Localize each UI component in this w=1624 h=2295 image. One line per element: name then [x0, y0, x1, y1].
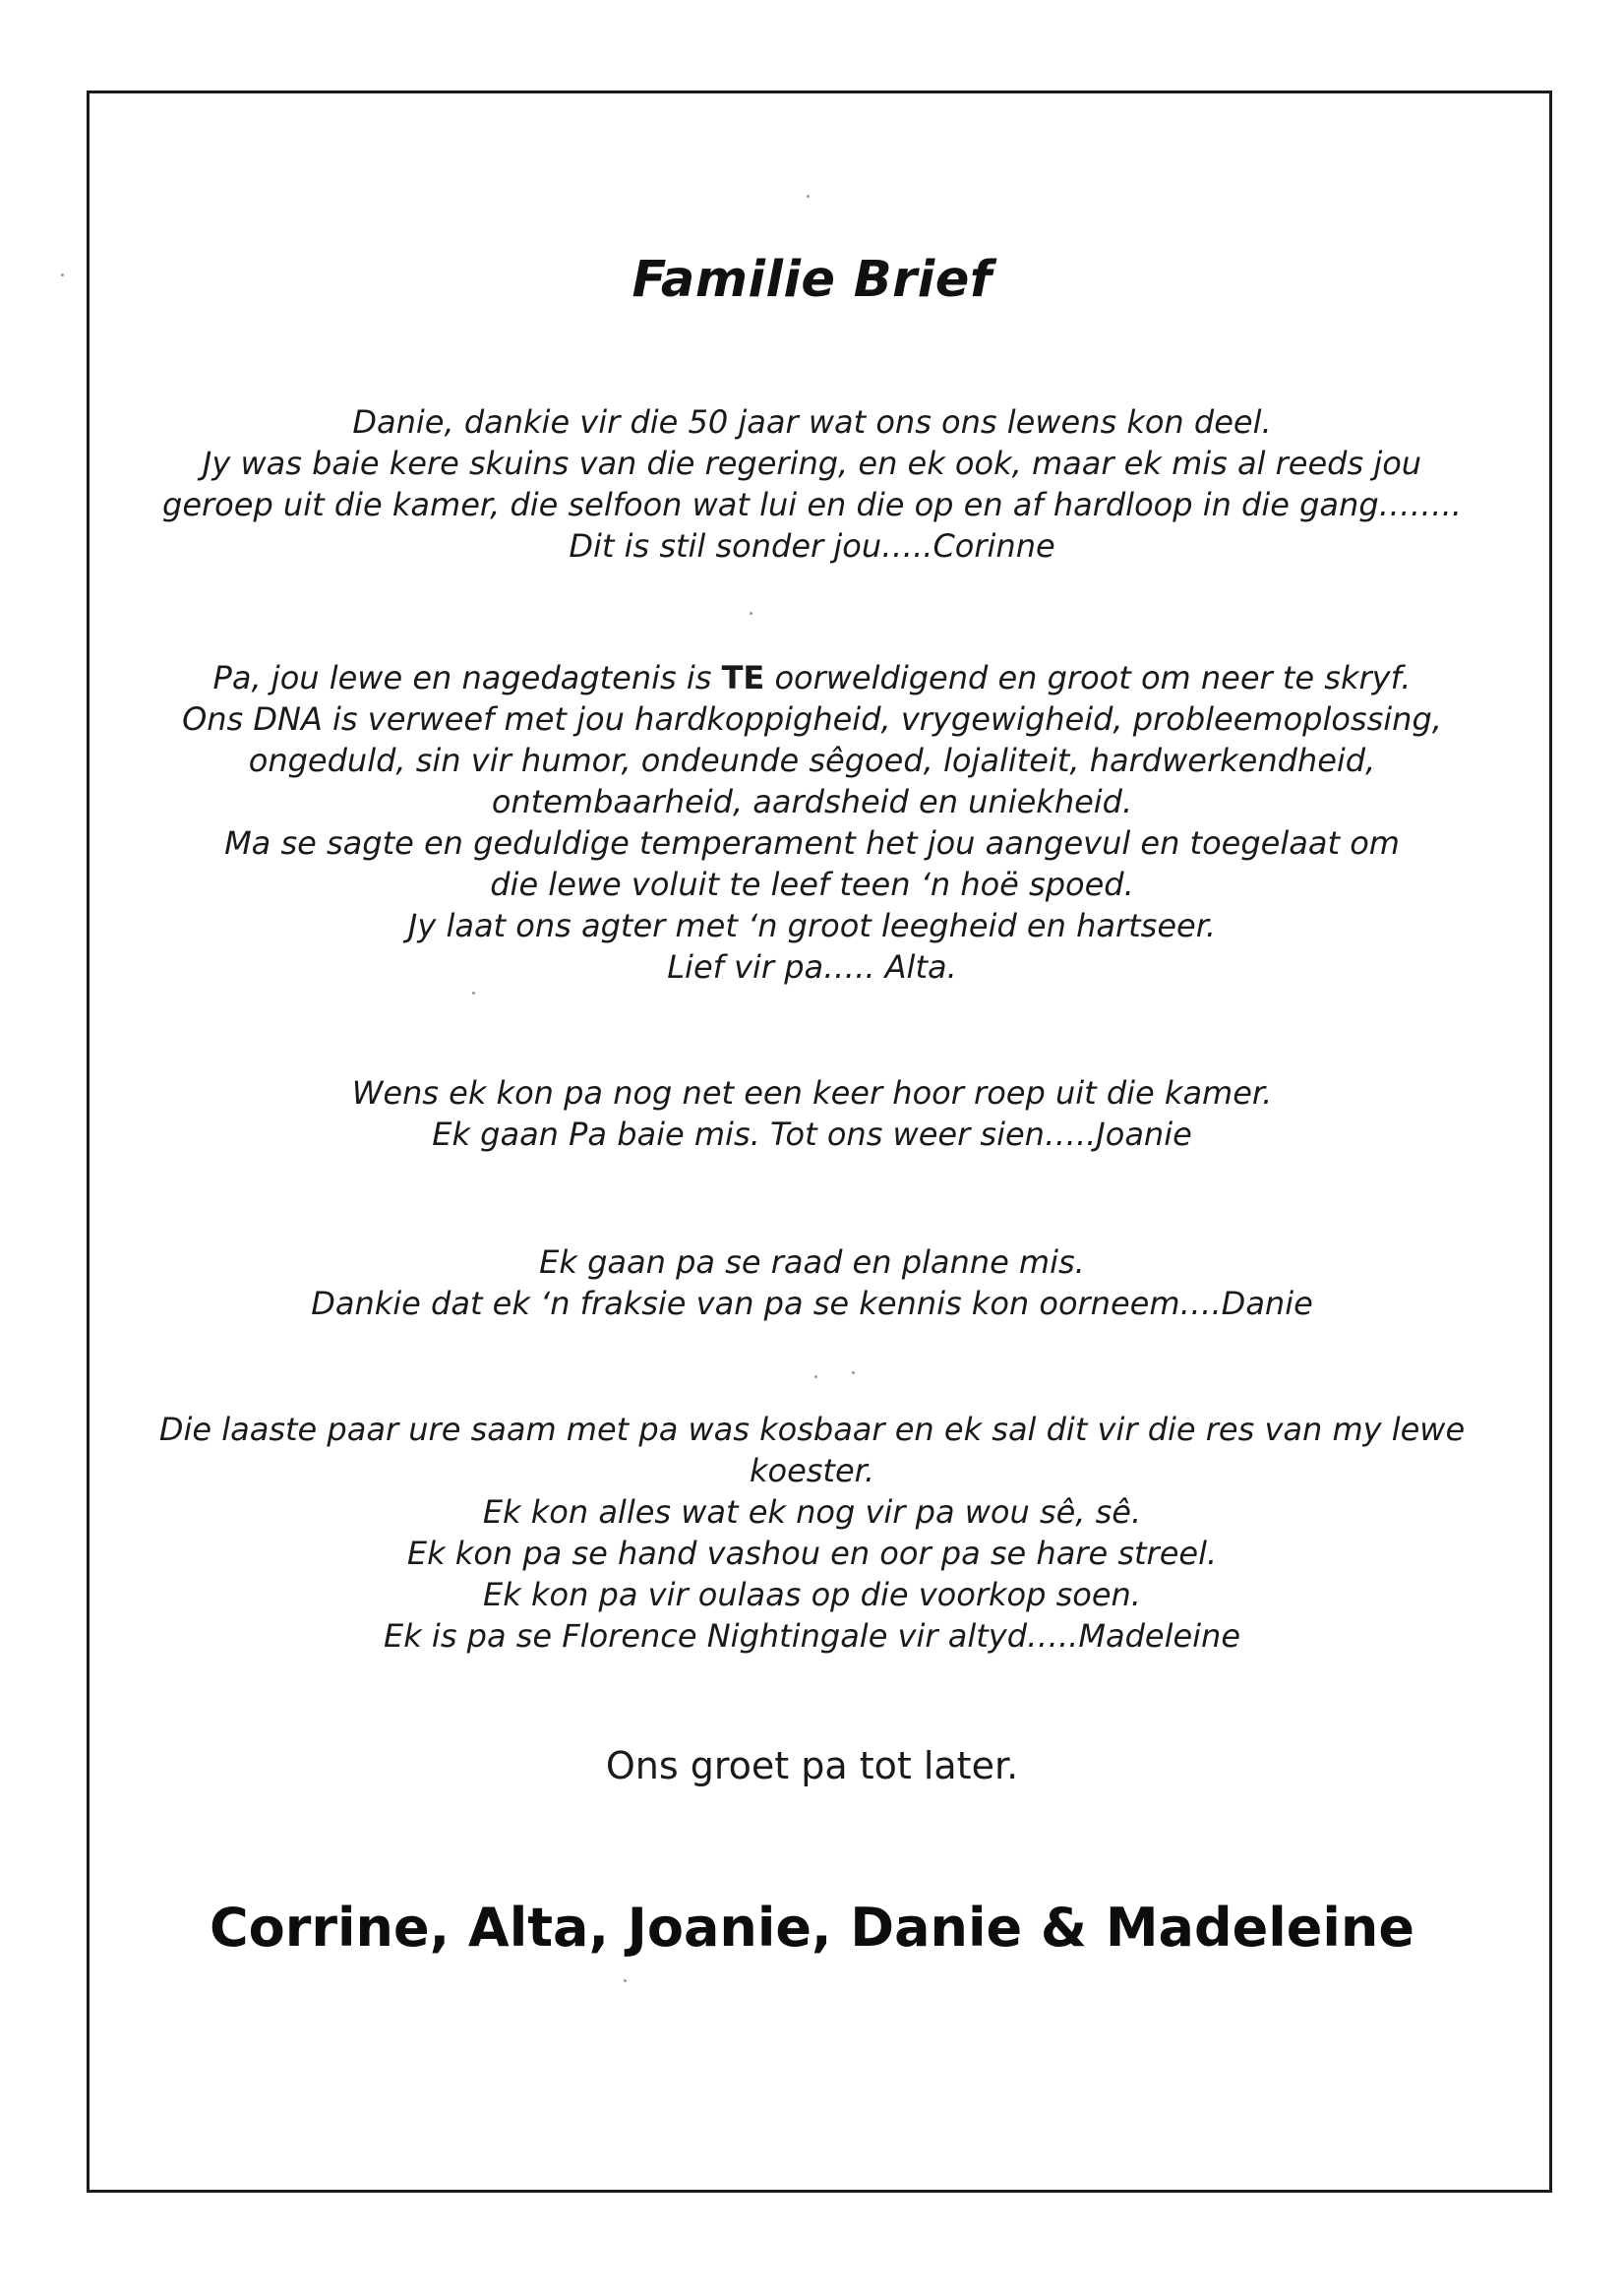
message-line: Ek gaan Pa baie mis. Tot ons weer sien…..Joanie — [432, 1116, 1192, 1153]
message-line: Ons DNA is verweef met jou hardkoppigheid, vrygewigheid, probleemoplossing, — [182, 700, 1442, 738]
message-line: Ek gaan pa se raad en planne mis. — [539, 1243, 1085, 1281]
message-line: Lief vir pa….. Alta. — [667, 948, 957, 986]
scan-speck — [814, 1375, 817, 1378]
message-line-start: Pa, jou lewe en nagedagtenis is — [212, 659, 722, 696]
message-line — [98, 657, 1526, 698]
message-corinne — [98, 401, 1526, 567]
scan-speck — [807, 195, 810, 198]
message-line: Ek kon pa se hand vashou en oor pa se hare streel. — [406, 1535, 1218, 1572]
message-line: ontembaarheid, aardsheid en uniekheid. — [491, 783, 1133, 820]
scan-speck — [472, 992, 475, 995]
message-madeleine — [118, 1409, 1506, 1657]
message-danie — [98, 1241, 1526, 1324]
scan-speck — [852, 1371, 855, 1374]
message-line: Dankie dat ek ‘n fraksie van pa se kennis kon oorneem….Danie — [311, 1285, 1313, 1322]
message-line: Danie, dankie vir die 50 jaar wat ons ons lewens kon deel. — [352, 403, 1272, 441]
message-line: Ma se sagte en geduldige temperament het jou aangevul en toegelaat om — [224, 824, 1400, 862]
message-line: Ek kon pa vir oulaas op die voorkop soen. — [483, 1576, 1141, 1613]
message-line: Die laaste paar ure saam met pa was kosbaar en ek sal dit vir die res van my lewe koester. — [158, 1411, 1466, 1489]
letter-title: Familie Brief — [632, 251, 992, 309]
message-joanie — [98, 1072, 1526, 1155]
message-alta — [98, 657, 1526, 988]
message-line: Dit is stil sonder jou…..Corinne — [569, 527, 1055, 565]
message-line: die lewe voluit te leef teen ‘n hoë spoed. — [490, 866, 1134, 903]
message-line-end: oorweldigend en groot om neer te skryf. — [764, 659, 1412, 696]
message-line: geroep uit die kamer, die selfoon wat lui en die op en af hardloop in die gang…….. — [162, 486, 1462, 523]
scan-speck — [624, 1979, 627, 1982]
family-signatures: Corrine, Alta, Joanie, Danie & Madeleine — [210, 1897, 1414, 1959]
emphasis-text: TE — [721, 659, 765, 696]
scan-speck — [750, 612, 752, 615]
scan-speck — [61, 273, 64, 276]
message-line: Wens ek kon pa nog net een keer hoor roep uit die kamer. — [351, 1074, 1273, 1112]
closing-line: Ons groet pa tot later. — [605, 1744, 1019, 1787]
message-line: Ek kon alles wat ek nog vir pa wou sê, sê. — [482, 1493, 1142, 1531]
message-line: ongeduld, sin vir humor, ondeunde sêgoed, lojaliteit, hardwerkendheid, — [248, 742, 1376, 779]
message-line: Jy was baie kere skuins van die regering, en ek ook, maar ek mis al reeds jou — [202, 445, 1422, 482]
message-line: Ek is pa se Florence Nightingale vir altyd…..Madeleine — [384, 1617, 1240, 1655]
message-line: Jy laat ons agter met ‘n groot leegheid en hartseer. — [407, 907, 1217, 944]
